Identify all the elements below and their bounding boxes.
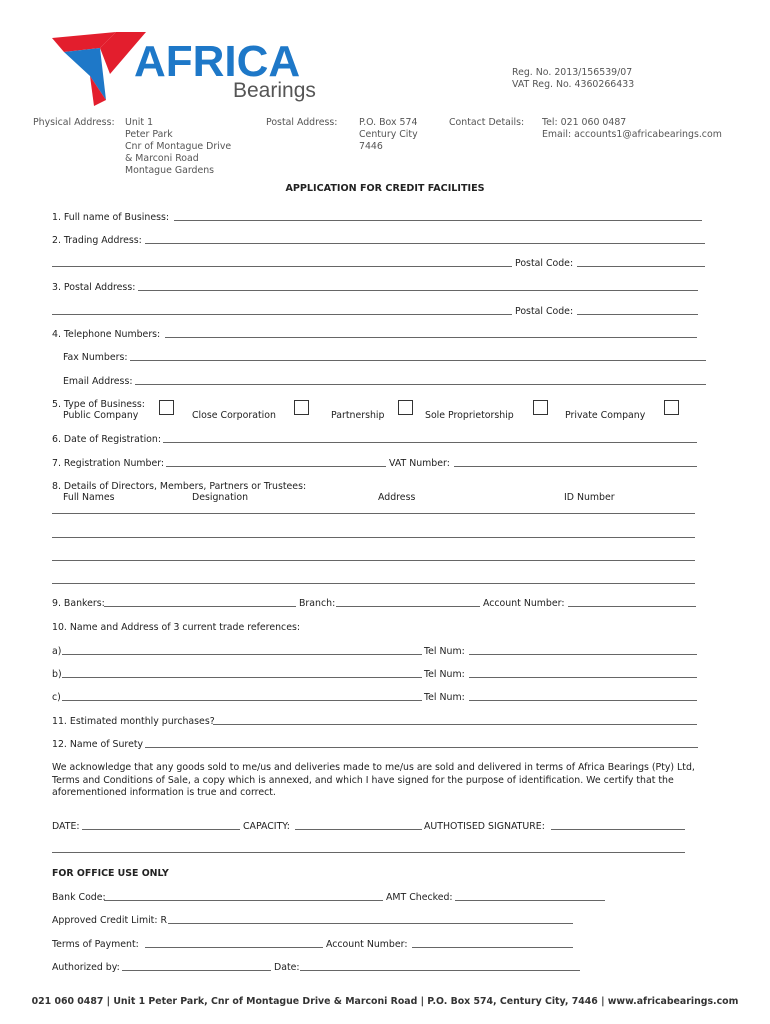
postal-line: 7446: [359, 141, 383, 152]
branch-label: Branch:: [299, 598, 336, 609]
physical-address-label: Physical Address:: [33, 117, 115, 128]
ref-b-label: b): [52, 669, 62, 680]
account-number-label: Account Number:: [483, 598, 565, 609]
director-row[interactable]: [52, 513, 695, 514]
telephone-field[interactable]: [165, 337, 697, 338]
ref-b-tel-field[interactable]: [469, 677, 697, 678]
public-company-label: Public Company: [63, 410, 139, 421]
q10-label: 10. Name and Address of 3 current trade references:: [52, 622, 301, 633]
approved-limit-label: Approved Credit Limit: R: [52, 915, 168, 926]
office-account-number-label: Account Number:: [326, 939, 408, 950]
ref-a-tel-label: Tel Num:: [424, 646, 465, 657]
acknowledgement-text: [52, 762, 695, 800]
physical-line: Unit 1: [125, 117, 154, 128]
q12-label: 12. Name of Surety: [52, 739, 144, 750]
physical-line: & Marconi Road: [125, 153, 199, 164]
ref-c-label: c): [52, 692, 61, 703]
branch-field[interactable]: [336, 606, 480, 607]
company-logo: [50, 30, 340, 112]
vat-number-field[interactable]: [454, 466, 697, 467]
col-address: Address: [378, 492, 416, 503]
postal-address: [359, 117, 418, 153]
registration-number-field[interactable]: [166, 466, 386, 467]
authorized-by-label: Authorized by:: [52, 962, 120, 973]
reg-no: Reg. No. 2013/156539/07: [512, 67, 633, 78]
q9-label: 9. Bankers:: [52, 598, 105, 609]
col-designation: Designation: [192, 492, 249, 503]
director-row[interactable]: [52, 537, 695, 538]
amt-checked-label: AMT Checked:: [386, 892, 453, 903]
sole-proprietorship-checkbox[interactable]: [533, 400, 548, 415]
bank-code-field[interactable]: [104, 900, 383, 901]
ref-c-tel-label: Tel Num:: [424, 692, 465, 703]
ref-c-tel-field[interactable]: [469, 700, 697, 701]
q7-label: 7. Registration Number:: [52, 458, 165, 469]
registration-info: [512, 67, 634, 91]
form-title: APPLICATION FOR CREDIT FACILITIES: [285, 183, 485, 194]
private-company-checkbox[interactable]: [664, 400, 679, 415]
contact-details-label: Contact Details:: [449, 117, 525, 128]
ref-a-tel-field[interactable]: [469, 654, 697, 655]
postal-line: P.O. Box 574: [359, 117, 418, 128]
postal-code-label: Postal Code:: [515, 306, 574, 317]
account-number-field[interactable]: [568, 606, 696, 607]
contact-email: Email: accounts1@africabearings.com: [542, 129, 722, 140]
q3-label: 3. Postal Address:: [52, 282, 136, 293]
contact-details: [542, 117, 722, 141]
physical-line: Peter Park: [125, 129, 173, 140]
ref-a-field[interactable]: [62, 654, 422, 655]
terms-label: Terms of Payment:: [52, 939, 139, 950]
physical-line: Montague Gardens: [125, 165, 215, 176]
sole-proprietorship-label: Sole Proprietorship: [425, 410, 514, 421]
office-use-title: FOR OFFICE USE ONLY: [52, 868, 169, 879]
ref-b-field[interactable]: [62, 677, 422, 678]
director-row[interactable]: [52, 583, 695, 584]
col-id-number: ID Number: [564, 492, 615, 503]
ref-c-field[interactable]: [62, 700, 422, 701]
business-name-field[interactable]: [174, 220, 702, 221]
bank-code-label: Bank Code:: [52, 892, 106, 903]
ref-a-label: a): [52, 646, 62, 657]
director-row[interactable]: [52, 560, 695, 561]
q4-label: 4. Telephone Numbers:: [52, 329, 161, 340]
trading-address-field[interactable]: [145, 243, 705, 244]
vat-reg: VAT Reg. No. 4360266433: [512, 79, 635, 90]
logo-sub: Bearings: [233, 79, 316, 102]
col-full-names: Full Names: [63, 492, 115, 503]
logo-graphic: [50, 30, 340, 112]
acknowledgement-line: aforementioned information is true and correct.: [52, 787, 276, 798]
acknowledgement-line: Terms and Conditions of Sale, a copy which is annexed, and which I have signed for the purpose of identification. We certify that the: [52, 774, 674, 786]
office-date-label: Date:: [274, 962, 300, 973]
terms-field[interactable]: [145, 947, 323, 948]
office-account-number-field[interactable]: [412, 947, 573, 948]
fax-label: Fax Numbers:: [63, 352, 128, 363]
date-label: DATE:: [52, 821, 80, 832]
postal-line: Century City: [359, 129, 418, 140]
office-date-field[interactable]: [300, 970, 580, 971]
trading-postal-code-label: Postal Code:: [515, 258, 574, 269]
divider-line: [52, 852, 685, 853]
q2-label: 2. Trading Address:: [52, 235, 142, 246]
signature-field[interactable]: [551, 829, 685, 830]
surety-field[interactable]: [145, 747, 698, 748]
trading-address-line2[interactable]: [52, 266, 512, 267]
footer-contact: 021 060 0487 | Unit 1 Peter Park, Cnr of Montague Drive & Marconi Road | P.O. Box 574, Century City, 7446 | www.africabearings.com: [31, 996, 739, 1007]
authorized-by-field[interactable]: [122, 970, 271, 971]
q11-label: 11. Estimated monthly purchases?: [52, 716, 215, 727]
public-company-checkbox[interactable]: [159, 400, 174, 415]
physical-line: Cnr of Montague Drive: [125, 141, 232, 152]
email-field[interactable]: [135, 384, 706, 385]
private-company-label: Private Company: [565, 410, 646, 421]
ref-b-tel-label: Tel Num:: [424, 669, 465, 680]
q6-label: 6. Date of Registration:: [52, 434, 162, 445]
close-corporation-label: Close Corporation: [192, 410, 276, 421]
amt-checked-field[interactable]: [455, 900, 605, 901]
acknowledgement-line: We acknowledge that any goods sold to me/us and deliveries made to me/us are sold and delivered in terms of Africa Bearings (Pty) Ltd,: [52, 762, 695, 773]
postal-address-label: Postal Address:: [266, 117, 338, 128]
contact-tel: Tel: 021 060 0487: [542, 117, 627, 128]
postal-address-field[interactable]: [138, 290, 698, 291]
trading-postal-code-field[interactable]: [577, 266, 705, 267]
registration-date-field[interactable]: [163, 442, 697, 443]
capacity-label: CAPACITY:: [243, 821, 290, 832]
partnership-checkbox[interactable]: [398, 400, 413, 415]
close-corporation-checkbox[interactable]: [294, 400, 309, 415]
approved-limit-field[interactable]: [168, 923, 573, 924]
date-field[interactable]: [82, 829, 240, 830]
email-label: Email Address:: [63, 376, 133, 387]
vat-number-label: VAT Number:: [389, 458, 450, 469]
partnership-label: Partnership: [331, 410, 385, 421]
postal-code-field[interactable]: [577, 314, 698, 315]
signature-label: AUTHOTISED SIGNATURE:: [424, 821, 545, 832]
q8-label: 8. Details of Directors, Members, Partners or Trustees:: [52, 481, 307, 492]
postal-address-line2[interactable]: [52, 314, 512, 315]
fax-field[interactable]: [130, 360, 706, 361]
physical-address: [125, 117, 231, 177]
capacity-field[interactable]: [295, 829, 422, 830]
q1-label: 1. Full name of Business:: [52, 212, 170, 223]
monthly-purchases-field[interactable]: [213, 724, 697, 725]
q5-label: 5. Type of Business:: [52, 399, 145, 410]
bankers-field[interactable]: [104, 606, 296, 607]
logo-brand: AFRICA: [134, 37, 301, 86]
